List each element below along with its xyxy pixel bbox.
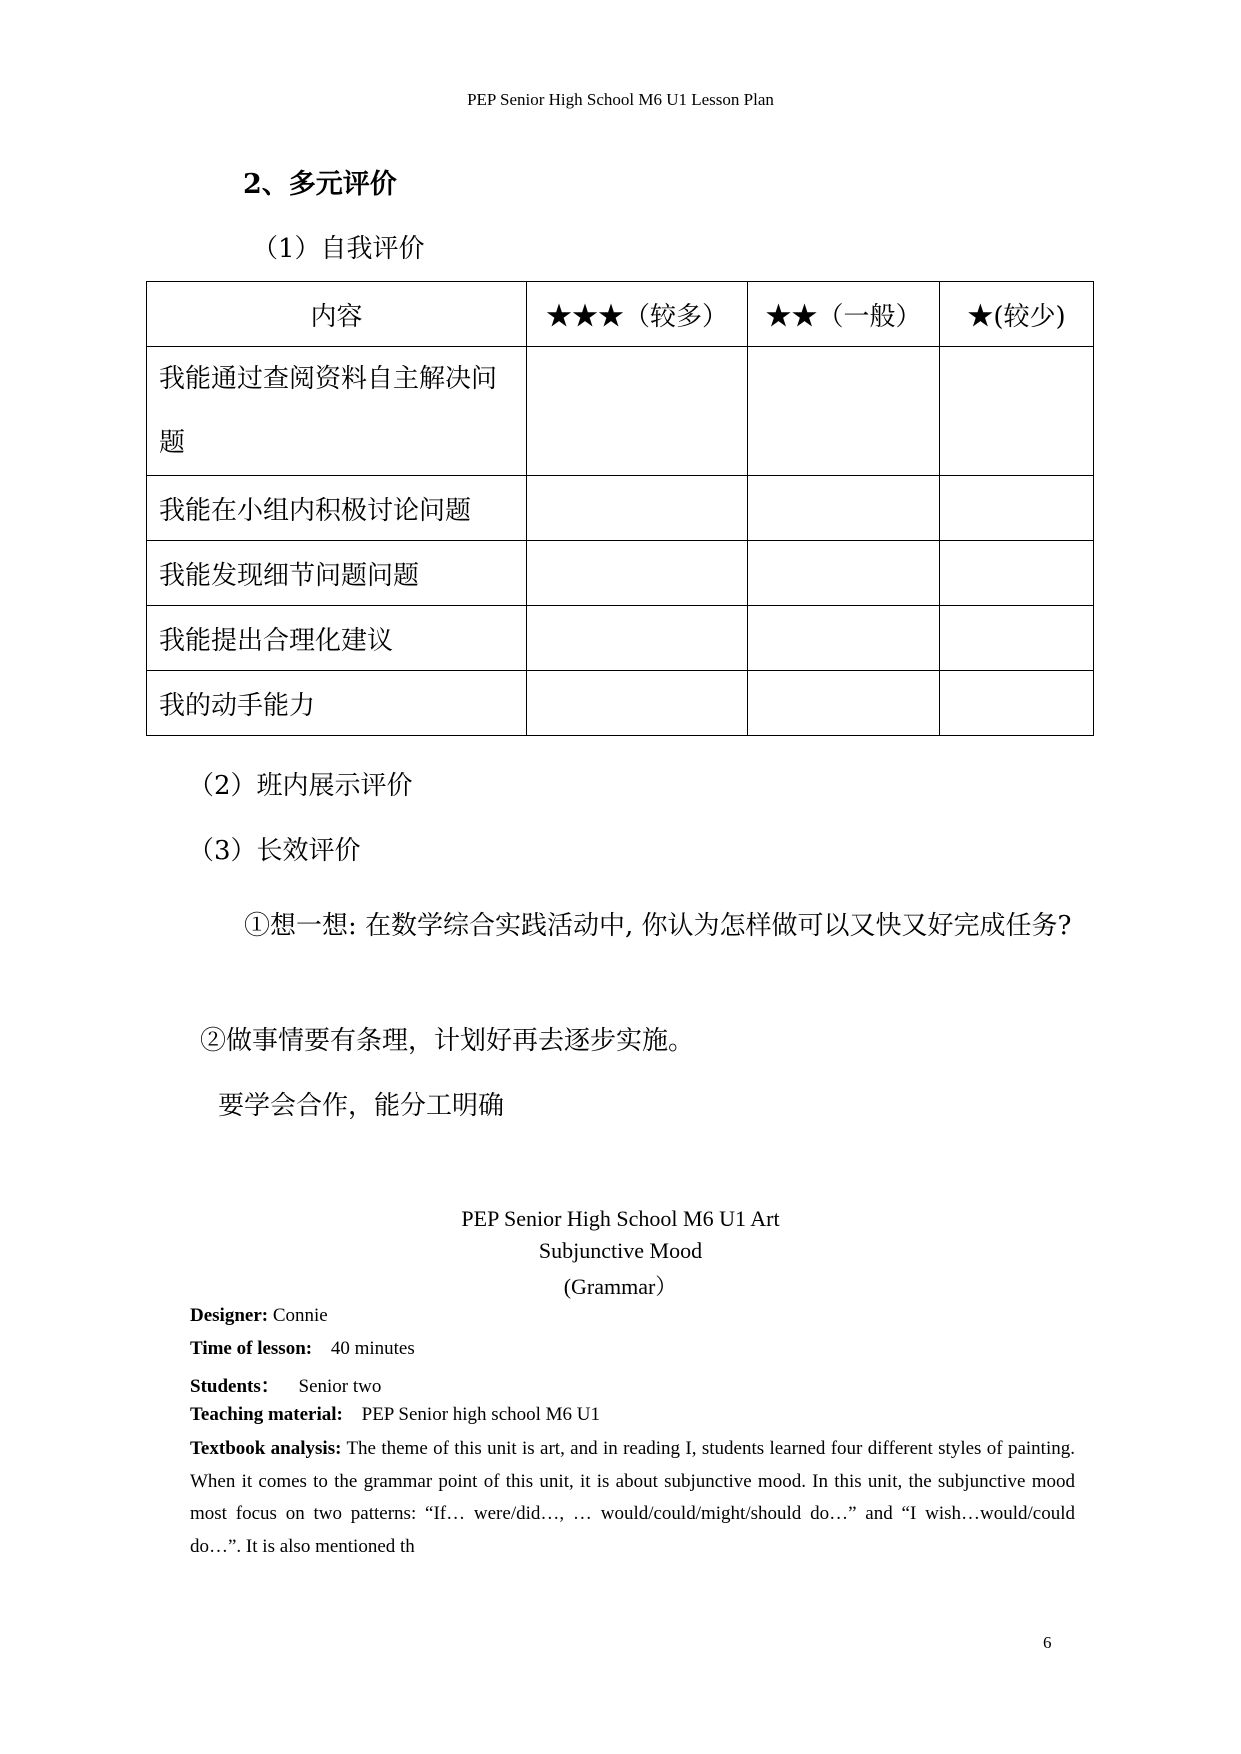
rating-cell: [940, 476, 1094, 541]
table-header-cell: ★★（一般）: [748, 282, 940, 347]
long-eval-title: （3）长效评价: [188, 836, 361, 866]
rating-cell: [748, 476, 940, 541]
rating-cell: [527, 347, 748, 476]
rating-cell: [940, 671, 1094, 736]
self-eval-table: [146, 281, 1094, 736]
rating-cell: [527, 476, 748, 541]
time-line: [190, 1338, 415, 1360]
table-header-row: [147, 282, 1094, 347]
rating-cell: [940, 347, 1094, 476]
table-row: [147, 476, 1094, 541]
page-header: PEP Senior High School M6 U1 Lesson Plan: [467, 90, 774, 109]
rating-cell: [527, 606, 748, 671]
material-value: PEP Senior high school M6 U1: [361, 1404, 601, 1425]
material-line: [190, 1404, 600, 1426]
table-header-cell: ★★★（较多）: [527, 282, 748, 347]
page-number: 6: [1043, 1633, 1052, 1652]
table-cell: 我能发现细节问题问题: [147, 541, 527, 606]
class-eval-title: （2）班内展示评价: [188, 771, 413, 801]
section-title: 2、多元评价: [243, 169, 397, 200]
designer-label: Designer:: [190, 1305, 269, 1326]
designer-line: [190, 1305, 328, 1327]
rating-cell: [527, 671, 748, 736]
students-label: Students：: [190, 1376, 280, 1397]
time-label: Time of lesson:: [190, 1338, 313, 1359]
long-eval-answer-2: 要学会合作，能分工明确: [218, 1091, 505, 1121]
long-eval-answer-1: ②做事情要有条理，计划好再去逐步实施。: [200, 1026, 695, 1056]
rating-cell: [940, 606, 1094, 671]
table-cell: 我能提出合理化建议: [147, 606, 527, 671]
long-eval-question: ①想一想: 在数学综合实践活动中, 你认为怎样做可以又快又好完成任务?: [244, 911, 1072, 941]
rating-cell: [940, 541, 1094, 606]
analysis-text: The theme of this unit is art, and in reading I, students learned four different styles of painting. When it comes to the grammar point of this unit, it is about subjunctive mood. In this unit, the subjunctive mood most focus on two patterns: “If… were/did…, … would/could/might/should do…” and “I wish…would/could do…”. It is also mentioned th: [190, 1438, 1075, 1557]
table-header-cell: ★(较少): [940, 282, 1094, 347]
analysis-label: Textbook analysis:: [190, 1438, 342, 1459]
table-cell: 我能在小组内积极讨论问题: [147, 476, 527, 541]
table-row: [147, 606, 1094, 671]
textbook-analysis: [190, 1433, 1075, 1563]
table-row: [147, 347, 1094, 476]
students-line: [190, 1371, 381, 1398]
table-row: [147, 671, 1094, 736]
table-row: [147, 541, 1094, 606]
material-label: Teaching material:: [190, 1404, 343, 1425]
time-value: 40 minutes: [330, 1338, 415, 1359]
rating-cell: [748, 671, 940, 736]
designer-value: Connie: [272, 1305, 328, 1326]
students-value: Senior two: [298, 1376, 382, 1397]
article-subtitle: Subjunctive Mood: [538, 1238, 703, 1263]
table-header-cell: 内容: [147, 282, 527, 347]
rating-cell: [748, 347, 940, 476]
rating-cell: [527, 541, 748, 606]
article-subtitle-2: (Grammar）: [563, 1274, 678, 1299]
table-cell: 我的动手能力: [147, 671, 527, 736]
article-title: PEP Senior High School M6 U1 Art: [461, 1206, 780, 1231]
table-cell: 我能通过查阅资料自主解决问题: [147, 347, 527, 476]
rating-cell: [748, 541, 940, 606]
self-eval-title: （1）自我评价: [252, 234, 425, 264]
rating-cell: [748, 606, 940, 671]
